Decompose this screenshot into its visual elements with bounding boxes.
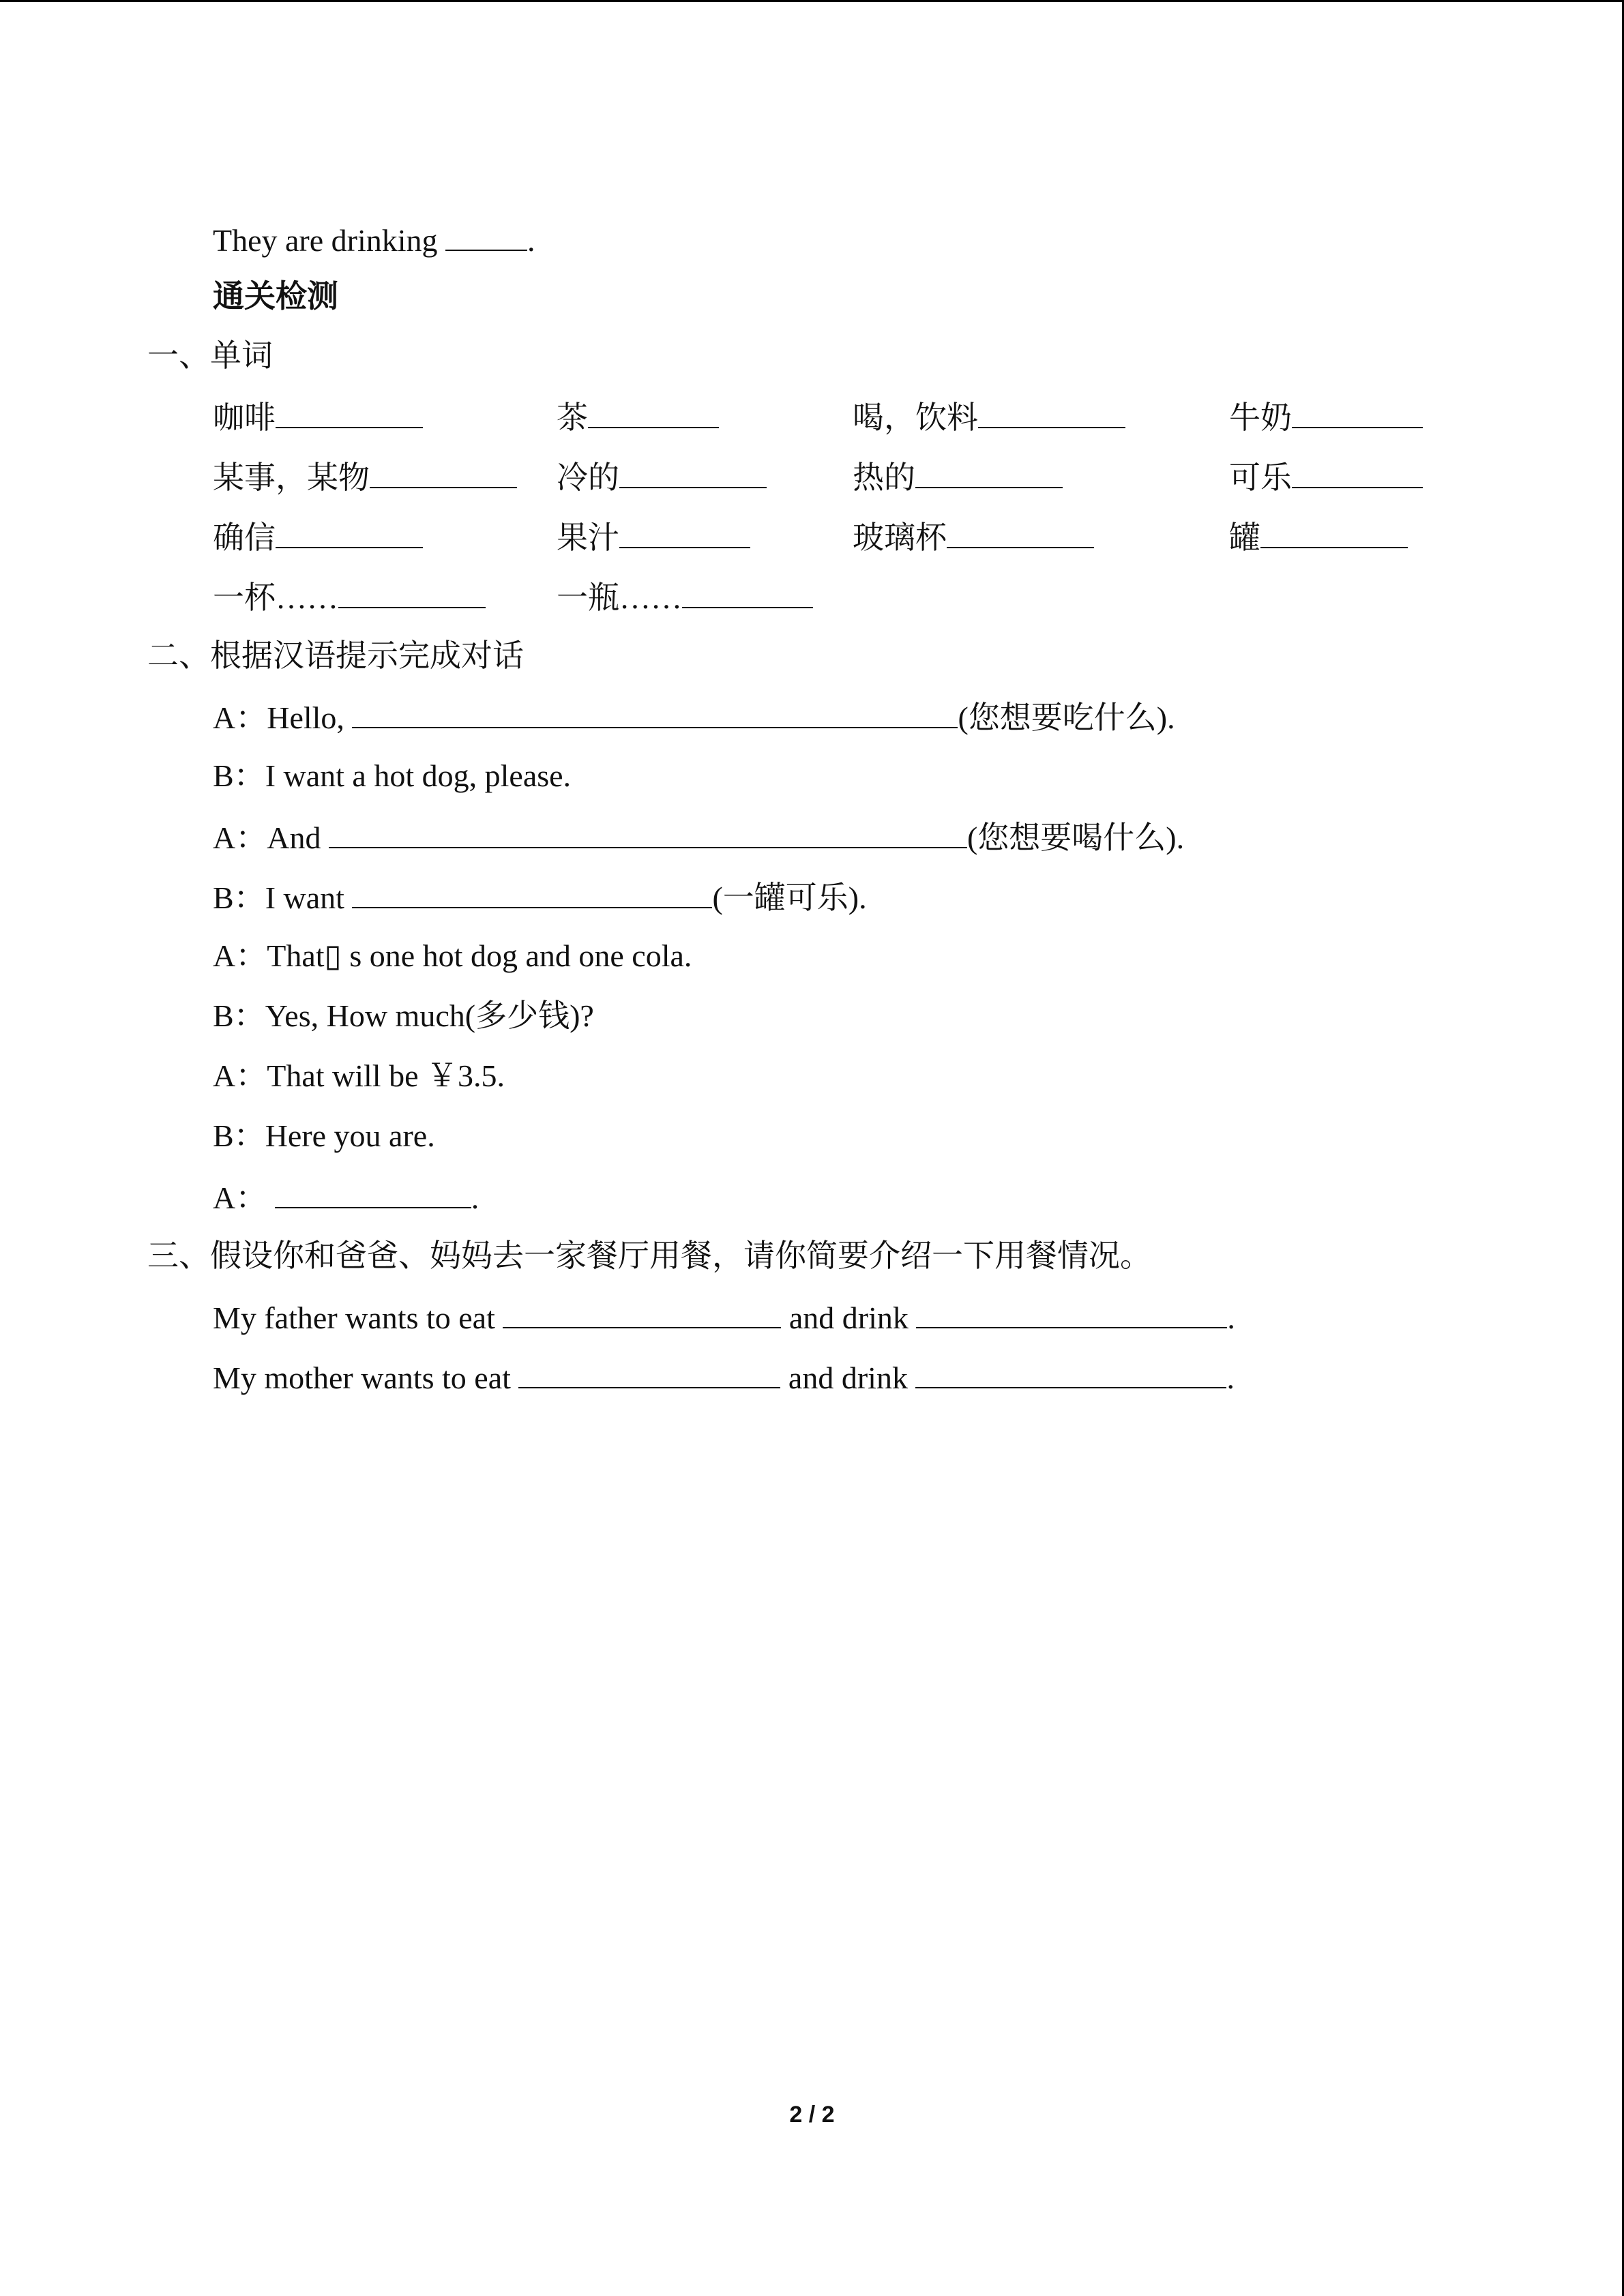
answer-blank[interactable] (978, 396, 1125, 428)
answer-blank[interactable] (518, 1356, 780, 1388)
answer-blank[interactable] (445, 218, 527, 251)
answer-blank[interactable] (338, 576, 486, 608)
vocab-item: 玻璃杯 (853, 516, 1094, 558)
dialogue-line: A：Hello, (您想要吃什么). (213, 696, 1175, 739)
vocab-item: 喝，饮料 (853, 396, 1125, 438)
section-heading: 通关检测 (213, 279, 338, 314)
part1-title: 一、单词 (147, 338, 273, 373)
dialogue-line: B：Here you are. (213, 1118, 435, 1153)
answer-blank[interactable] (619, 456, 767, 488)
answer-blank[interactable] (329, 816, 967, 848)
dialogue-line: B：Yes, How much(多少钱)? (213, 998, 594, 1033)
answer-blank[interactable] (275, 1176, 471, 1208)
answer-blank[interactable] (947, 516, 1094, 548)
vocab-item: 果汁 (557, 516, 750, 558)
answer-blank[interactable] (503, 1296, 781, 1328)
writing-line: My mother wants to eat and drink . (213, 1356, 1235, 1399)
vocab-item: 茶 (557, 396, 719, 438)
vocab-item: 冷的 (557, 456, 767, 498)
dialogue-line: B：I want a hot dog, please. (213, 758, 572, 793)
vocab-item: 一杯…… (213, 576, 486, 618)
vocab-item: 牛奶 (1229, 396, 1423, 438)
vocab-item: 咖啡 (213, 396, 423, 438)
dialogue-line: A：And (您想要喝什么). (213, 816, 1184, 859)
answer-blank[interactable] (915, 1356, 1226, 1388)
answer-blank[interactable] (916, 1296, 1227, 1328)
dialogue-line: A：That will be ￥3.5. (213, 1058, 505, 1093)
dialogue-line: A： . (213, 1176, 479, 1219)
answer-blank[interactable] (370, 456, 517, 488)
part2-title: 二、根据汉语提示完成对话 (147, 638, 524, 673)
answer-blank[interactable] (1292, 456, 1423, 488)
vocab-item: 罐 (1229, 516, 1408, 558)
dialogue-line: A：That▯ s one hot dog and one cola. (213, 938, 692, 973)
vocab-item: 热的 (853, 456, 1063, 498)
answer-blank[interactable] (915, 456, 1063, 488)
answer-blank[interactable] (276, 516, 423, 548)
answer-blank[interactable] (352, 696, 958, 728)
answer-blank[interactable] (619, 516, 750, 548)
top-sentence: They are drinking . (213, 218, 535, 261)
part3-title: 三、假设你和爸爸、妈妈去一家餐厅用餐，请你简要介绍一下用餐情况。 (147, 1238, 1151, 1273)
vocab-item: 可乐 (1229, 456, 1423, 498)
answer-blank[interactable] (588, 396, 719, 428)
vocab-item: 某事，某物 (213, 456, 517, 498)
answer-blank[interactable] (352, 876, 712, 908)
answer-blank[interactable] (682, 576, 813, 608)
answer-blank[interactable] (1292, 396, 1423, 428)
dialogue-line: B：I want (一罐可乐). (213, 876, 867, 919)
answer-blank[interactable] (1260, 516, 1408, 548)
answer-blank[interactable] (276, 396, 423, 428)
writing-line: My father wants to eat and drink . (213, 1296, 1235, 1339)
vocab-item: 确信 (213, 516, 423, 558)
page-number: 2 / 2 (789, 2102, 835, 2128)
vocab-item: 一瓶…… (557, 576, 813, 618)
